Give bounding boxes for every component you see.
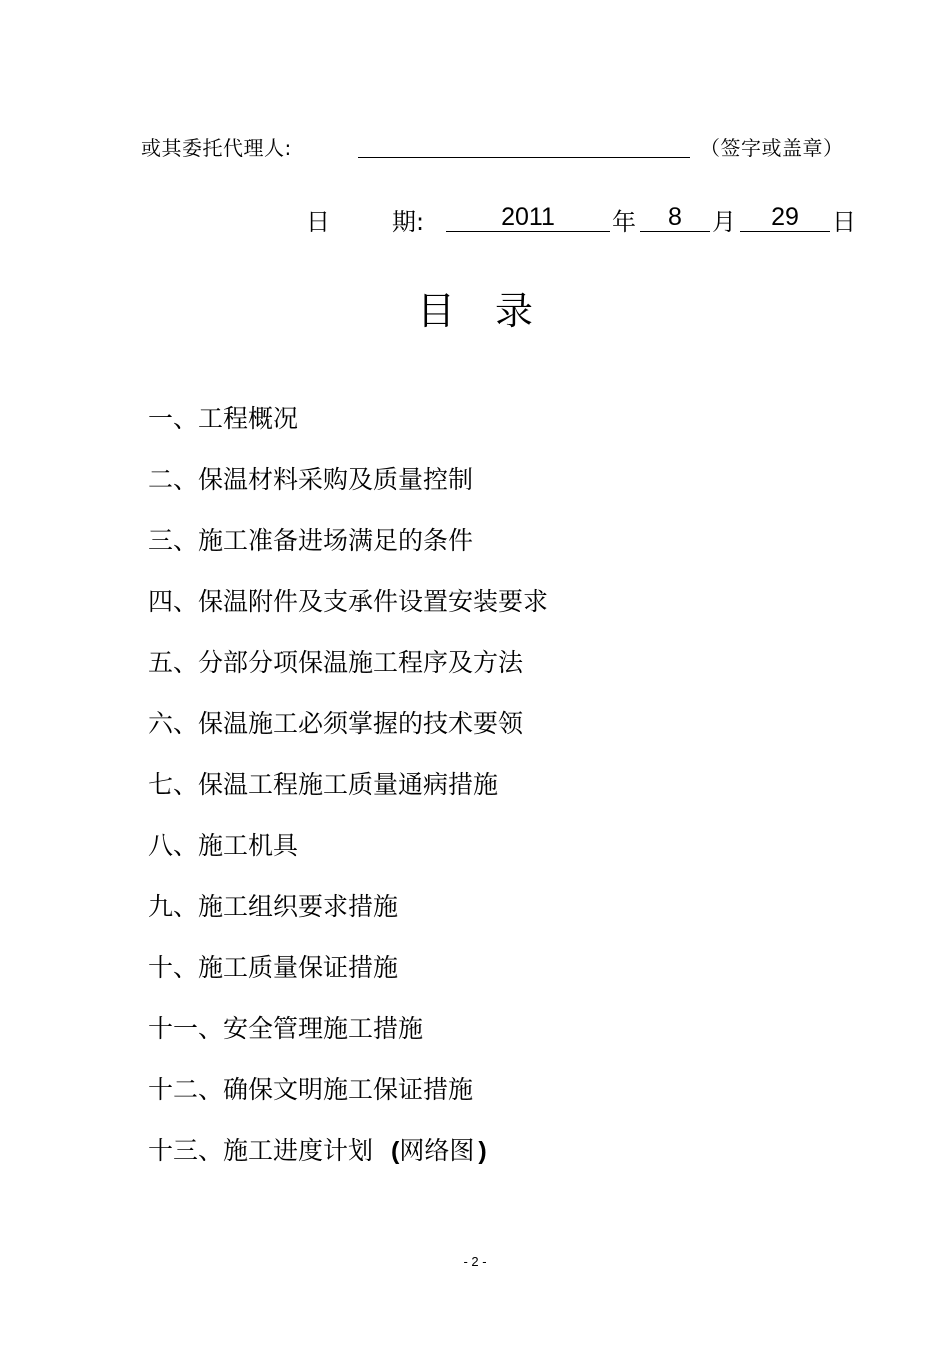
date-day: 29 [771,203,799,231]
toc-item: 七、保温工程施工质量通病措施 [148,770,499,799]
date-month-unit: 月 [712,208,736,236]
toc-item: 五、分部分项保温施工程序及方法 [148,648,524,677]
toc-item: 十二、确保文明施工保证措施 [148,1075,474,1104]
toc-item-last-text: 十三、施工进度计划 [148,1136,374,1165]
signature-note: （签字或盖章） [700,136,844,160]
agent-signature-row [0,128,950,162]
toc-item: 一、工程概况 [148,404,299,433]
page-number: - 2 - [463,1254,487,1269]
toc-item: 二、保温材料采购及质量控制 [148,465,474,494]
toc-item: 三、施工准备进场满足的条件 [148,526,474,555]
date-row [0,198,950,238]
date-year: 2011 [501,203,555,231]
toc-title: 目录 [416,289,573,333]
toc-item: 九、施工组织要求措施 [148,892,399,921]
toc-list [148,398,548,1191]
date-label-ri: 日 [306,208,330,236]
toc-item-last [148,1130,548,1191]
toc-item: 十、施工质量保证措施 [148,953,399,982]
paren-open: ( [391,1137,400,1165]
date-label-qi: 期: [392,208,425,236]
signature-blank-line [358,157,690,158]
toc-item: 八、施工机具 [148,831,299,860]
toc-item-last-paren-text: 网络图 [399,1136,475,1165]
date-month: 8 [668,203,682,231]
paren-close: ) [478,1137,487,1165]
date-year-unit: 年 [612,208,636,236]
agent-label: 或其委托代理人: [141,136,292,160]
toc-item: 四、保温附件及支承件设置安装要求 [148,587,549,616]
date-day-unit: 日 [832,208,856,236]
toc-item: 十一、安全管理施工措施 [148,1014,424,1043]
toc-item: 六、保温施工必须掌握的技术要领 [148,709,524,738]
